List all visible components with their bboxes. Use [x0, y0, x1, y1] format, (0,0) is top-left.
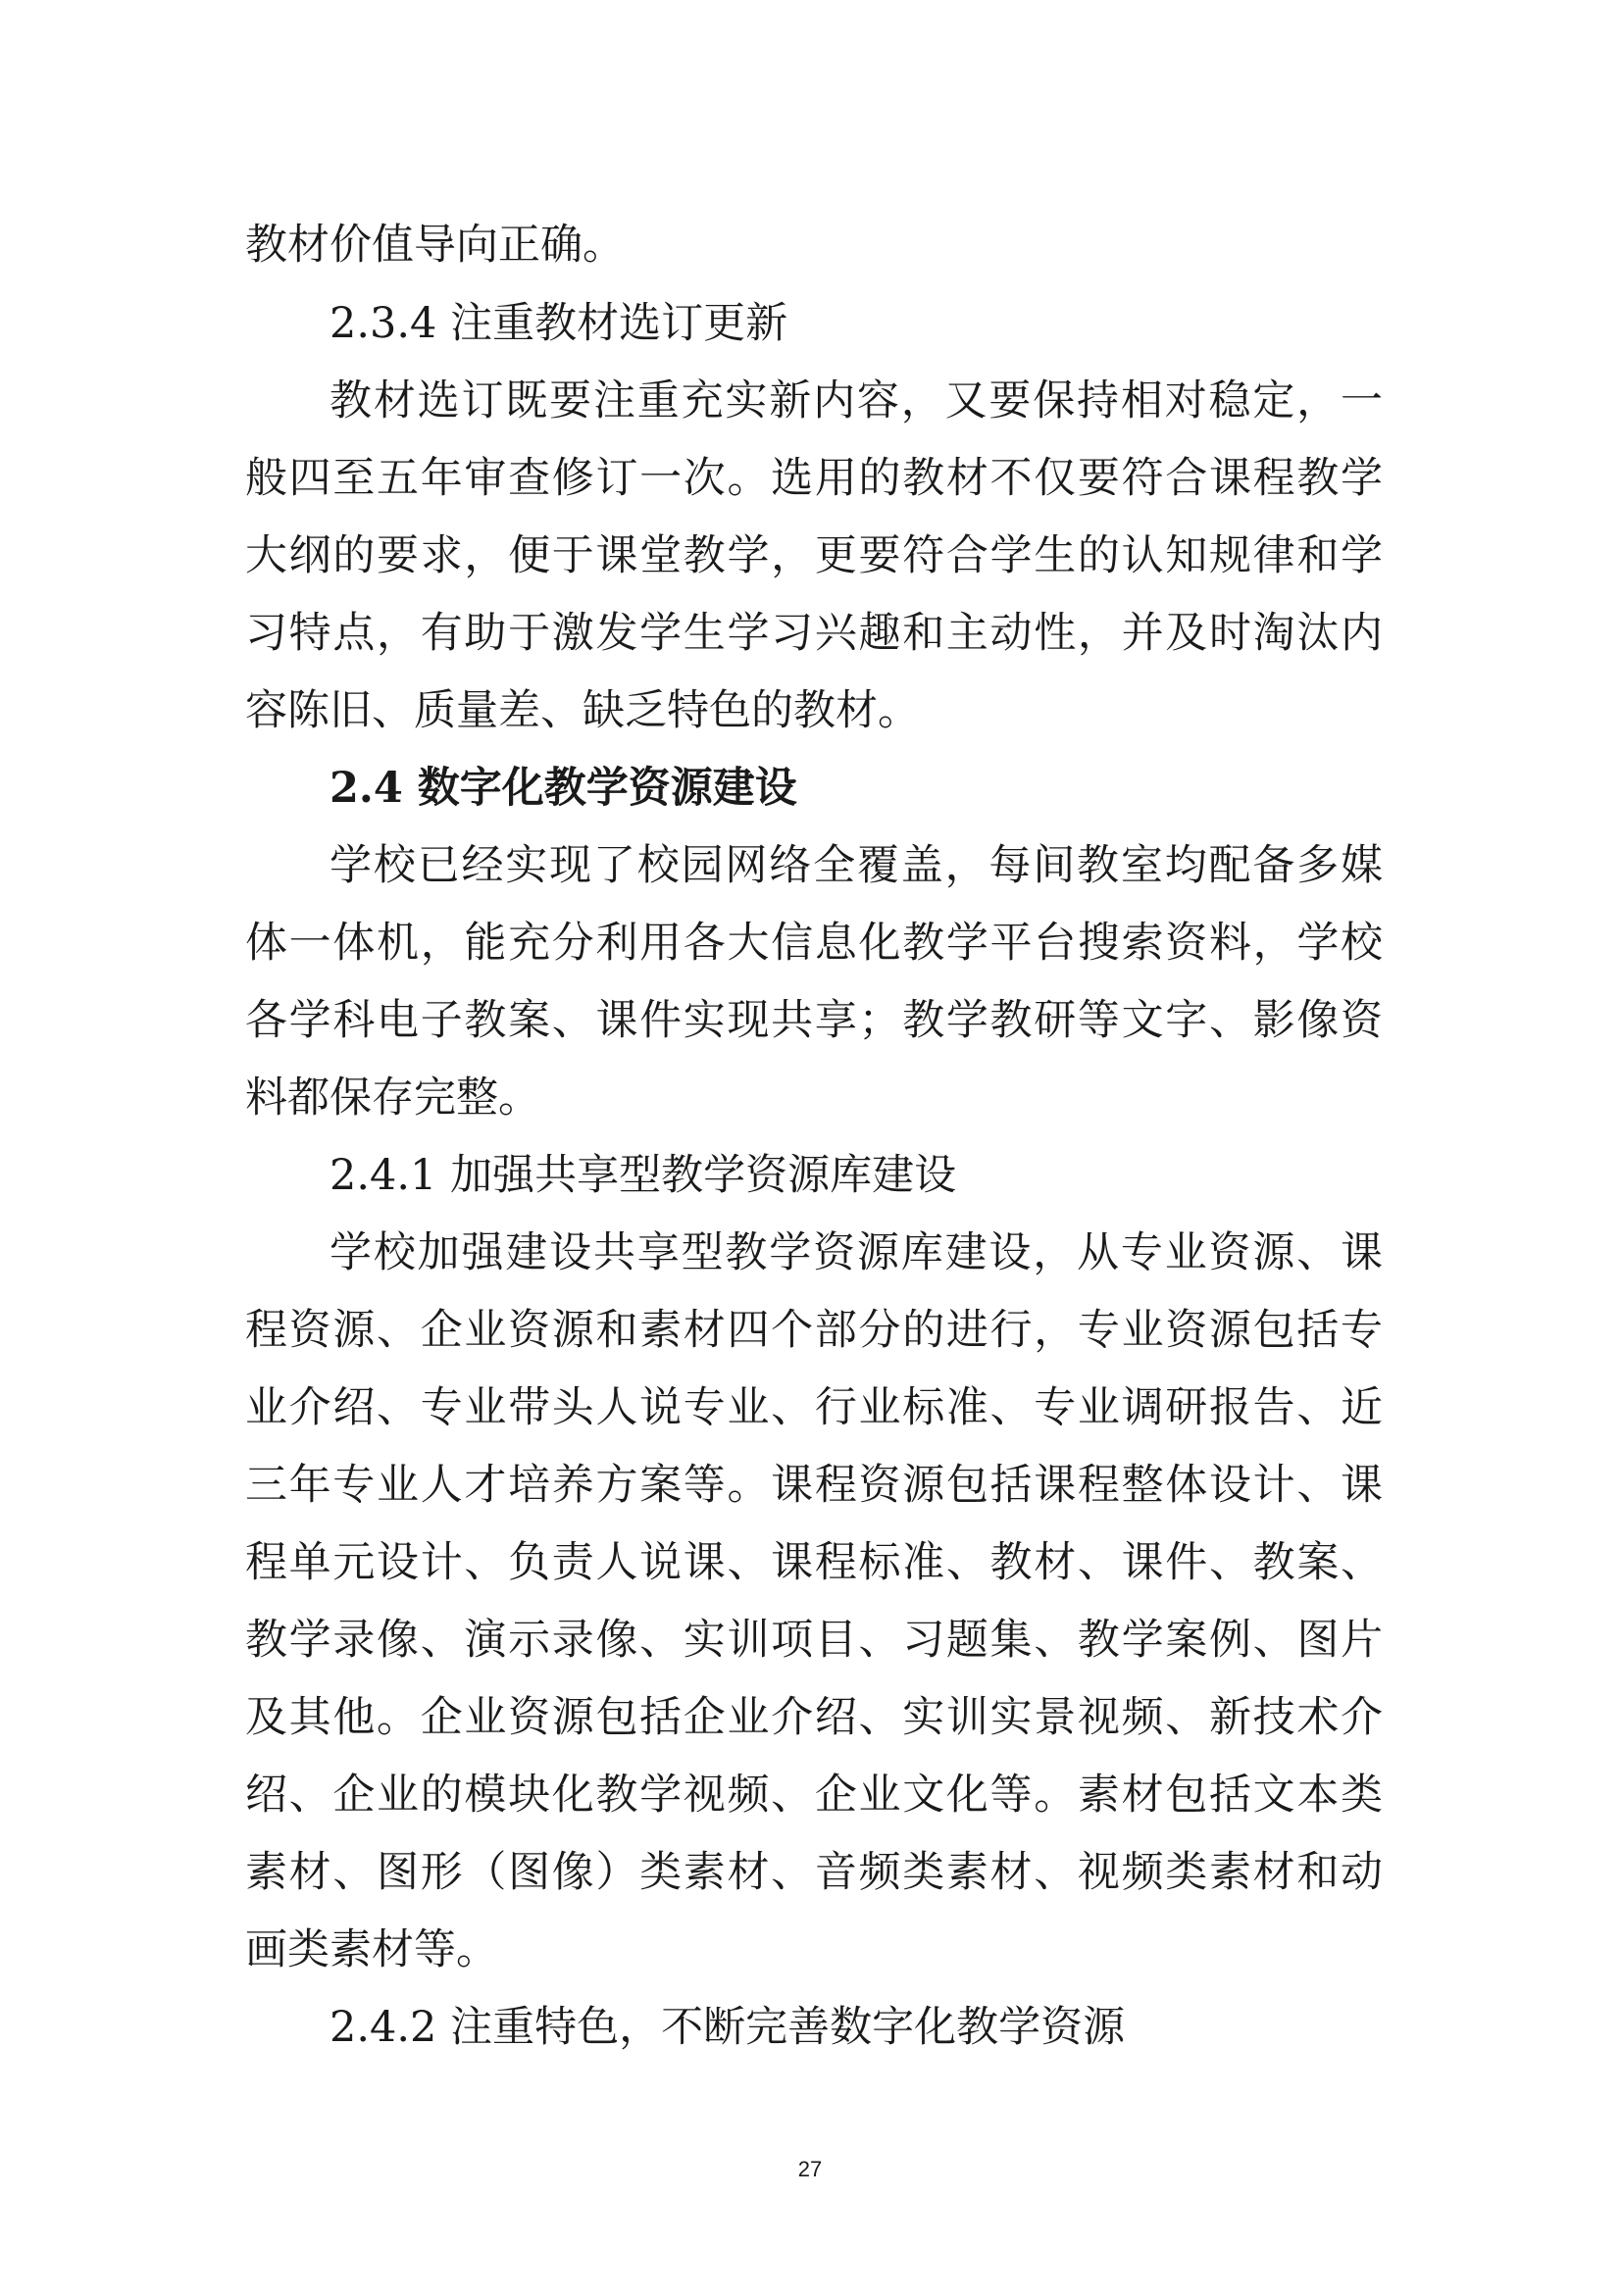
body-text-line: 学校加强建设共享型教学资源库建设，从专业资源、课	[329, 1228, 1383, 1277]
body-text-line: 教学录像、演示录像、实训项目、习题集、教学案例、图片	[245, 1616, 1383, 1665]
body-text-line: 容陈旧、质量差、缺乏特色的教材。	[245, 686, 920, 735]
body-text-line: 习特点，有助于激发学生学习兴趣和主动性，并及时淘汰内	[245, 609, 1383, 658]
body-text-line: 各学科电子教案、课件实现共享；教学教研等文字、影像资	[245, 996, 1383, 1045]
body-text-line: 素材、图形（图像）类素材、音频类素材、视频类素材和动	[245, 1848, 1383, 1897]
body-text-line: 大纲的要求，便于课堂教学，更要符合学生的认知规律和学	[245, 531, 1383, 580]
body-text-line: 般四至五年审查修订一次。选用的教材不仅要符合课程教学	[245, 454, 1383, 503]
body-text-line: 画类素材等。	[245, 1925, 498, 1974]
body-text-line: 教材选订既要注重充实新内容，又要保持相对稳定，一	[329, 376, 1383, 425]
body-text-line: 三年专业人才培养方案等。课程资源包括课程整体设计、课	[245, 1461, 1383, 1510]
body-text-line: 料都保存完整。	[245, 1073, 540, 1123]
body-text-line: 学校已经实现了校园网络全覆盖，每间教室均配备多媒	[329, 841, 1383, 890]
section-heading-2-4: 2.4 数字化教学资源建设	[329, 764, 797, 813]
subsection-heading-2-3-4: 2.3.4 注重教材选订更新	[329, 299, 788, 348]
body-text-line: 教材价值导向正确。	[245, 221, 625, 270]
body-text-line: 程资源、企业资源和素材四个部分的进行，专业资源包括专	[245, 1306, 1383, 1355]
body-text-line: 业介绍、专业带头人说专业、行业标准、专业调研报告、近	[245, 1383, 1383, 1432]
subsection-heading-2-4-2: 2.4.2 注重特色，不断完善数字化教学资源	[329, 2003, 1126, 2052]
page-number: 27	[797, 2157, 823, 2181]
body-text-line: 绍、企业的模块化教学视频、企业文化等。素材包括文本类	[245, 1771, 1383, 1820]
body-text-line: 体一体机，能充分利用各大信息化教学平台搜索资料，学校	[245, 919, 1383, 968]
subsection-heading-2-4-1: 2.4.1 加强共享型教学资源库建设	[329, 1151, 957, 1200]
body-text-line: 及其他。企业资源包括企业介绍、实训实景视频、新技术介	[245, 1693, 1383, 1742]
body-text-line: 程单元设计、负责人说课、课程标准、教材、课件、教案、	[245, 1538, 1383, 1587]
